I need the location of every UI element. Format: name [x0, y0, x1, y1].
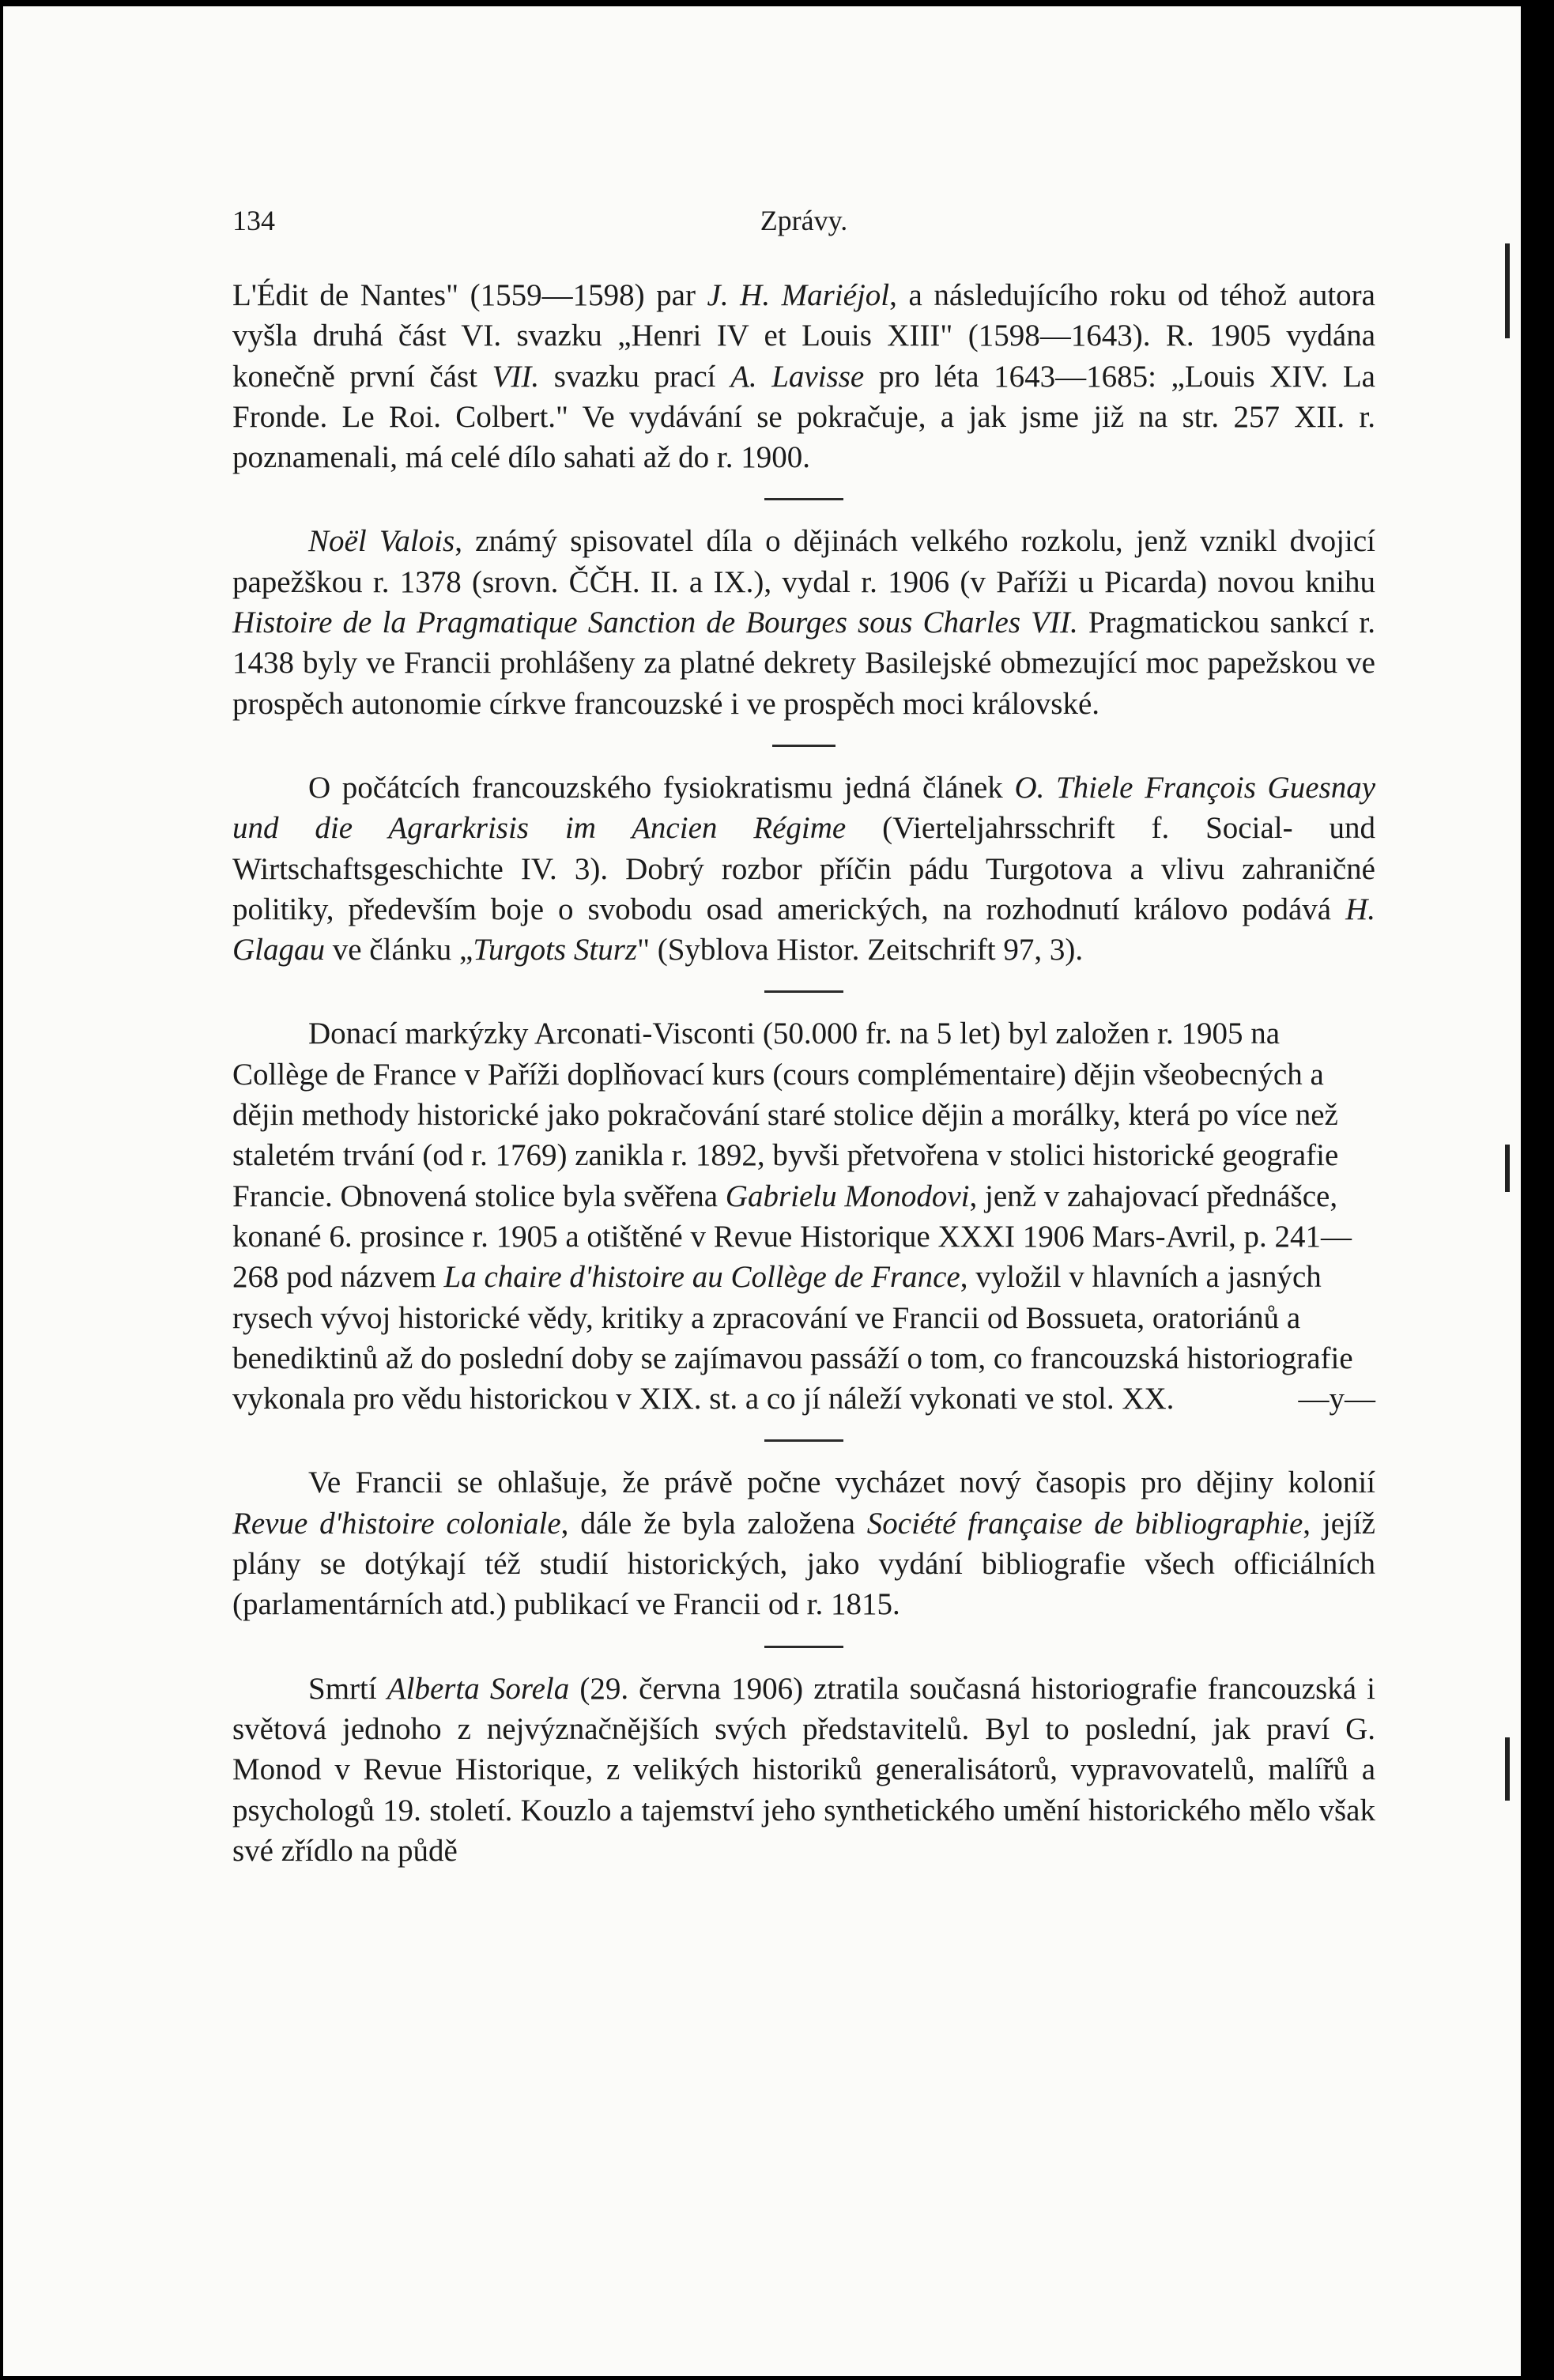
text-run: O počátcích francouzského fysiokratismu jedná článek	[308, 770, 1015, 805]
text-run: , vyložil v hlavních a jasných rysech vývoj historické vědy, kritiky a zpracování ve Francii od Bossueta, oratoriánů a benediktinů až do poslední doby se zajímavou passáží o tom, co francouzská historiografie vykonala pro vědu historickou v XIX. st. a co jí náleží vykonati ve stol. XX.	[232, 1260, 1353, 1416]
section-divider	[764, 1646, 843, 1648]
paragraph	[232, 1462, 1375, 1624]
italic-run: Revue d'histoire coloniale	[232, 1506, 561, 1541]
section-divider	[764, 1439, 843, 1442]
italic-run: Gabrielu Monodovi	[725, 1179, 970, 1213]
text-run: ve článku „	[325, 933, 473, 967]
section-divider	[764, 990, 843, 993]
article-body	[232, 275, 1375, 1871]
scan-edge-mark	[1505, 1737, 1510, 1801]
text-run: svazku prací	[539, 359, 731, 394]
text-run: (29. června 1906) ztratila současná historiografie francouzská i světová jednoho z nejvýznačnějších svých představitelů. Byl to poslední, jak praví G. Monod v Revue Historique, z velikých historiků generalisátorů, vypravovatelů, malířů a psychologů 19. století. Kouzlo a tajemství jeho synthetického umění historického mělo však své zřídlo na půdě	[232, 1671, 1375, 1868]
italic-run: La chaire d'histoire au Collège de France	[443, 1260, 960, 1295]
italic-run: Noël Valois	[308, 524, 455, 559]
scan-edge-mark	[1505, 1145, 1510, 1192]
paragraph	[232, 1013, 1375, 1419]
italic-run: Société française de bibliographie	[866, 1506, 1303, 1541]
running-title: Zprávy.	[760, 205, 848, 236]
text-run: , jenž v zahajovací přednášce, konané 6. prosince r. 1905 a otištěné v Revue Historique XXXI 1906 Mars-Avril, p. 241—268 pod názvem	[232, 1179, 1352, 1295]
italic-run: H. Glagau	[232, 892, 1375, 967]
text-run: (Vierteljahrsschrift f. Social- und Wirtschaftsgeschichte IV. 3). Dobrý rozbor příčin pádu Turgotova a vlivu zahraničné politiky, především boje o svobodu osad amerických, na rozhodnutí královo podává	[232, 811, 1375, 926]
text-run: , dále že byla založena	[560, 1506, 867, 1541]
text-run: " (Syblova Histor. Zeitschrift 97, 3).	[637, 933, 1084, 967]
section-divider	[764, 498, 843, 500]
italic-run: Histoire de la Pragmatique Sanction de Bourges sous Charles VII.	[232, 605, 1078, 640]
paragraph	[232, 521, 1375, 723]
italic-run: J. H. Mariéjol	[707, 278, 890, 312]
author-signature: —y—	[1298, 1382, 1375, 1416]
italic-run: VII.	[492, 359, 540, 394]
page-number: 134	[232, 205, 275, 236]
paragraph	[232, 768, 1375, 970]
text-run: L'Édit de Nantes" (1559—1598) par	[232, 278, 707, 312]
text-run: Donací markýzky Arconati-Visconti (50.000 fr. na 5 let) byl založen r. 1905 na Collège de France v Paříži doplňovací kurs (cours complémentaire) dějin všeobecných a dějin methody historické jako pokračování staré stolice dějin a morálky, která po více než staletém trvání (od r. 1769) zanikla r. 1892, byvši přetvořena v stolici historické geografie Francie. Obnovená stolice byla svěřena	[232, 1016, 1339, 1213]
text-run: Ve Francii se ohlašuje, že právě počne vycházet nový časopis pro dějiny kolonií	[308, 1465, 1375, 1500]
text-run: , jejíž plány se dotýkají též studií historických, jako vydání bibliografie všech officiálních (parlamentárních atd.) publikací ve Francii od r. 1815.	[232, 1506, 1375, 1622]
section-divider	[772, 745, 835, 747]
italic-run: O. Thiele François Guesnay und die Agrarkrisis im Ancien Régime	[232, 770, 1375, 846]
scan-edge-mark	[1505, 243, 1510, 338]
paragraph	[232, 1669, 1375, 1871]
italic-run: A. Lavisse	[730, 359, 865, 394]
page	[3, 6, 1521, 2376]
italic-run: Alberta Sorela	[387, 1671, 570, 1706]
text-run: pro léta 1643—1685: „Louis XIV. La Fronde. Le Roi. Colbert." Ve vydávání se pokračuje, a jak jsme již na str. 257 XII. r. poznamenali, má celé dílo sahati až do r. 1900.	[232, 359, 1375, 475]
paragraph	[232, 275, 1375, 477]
text-run: Smrtí	[308, 1671, 387, 1706]
text-run: , známý spisovatel díla o dějinách velkého rozkolu, jenž vznikl dvojicí papežškou r. 1378 (srovn. ČČH. II. a IX.), vydal r. 1906 (v Paříži u Picarda) novou knihu	[232, 524, 1375, 599]
text-run: Pragmatickou sankcí r. 1438 byly ve Francii prohlášeny za platné dekrety Basilejské obmezující moc papežskou ve prospěch autonomie církve francouzské i ve prospěch moci královské.	[232, 605, 1375, 721]
italic-run: Turgots Sturz	[473, 933, 638, 967]
page-header	[232, 204, 1375, 251]
text-run: , a následujícího roku od téhož autora vyšla druhá část VI. svazku „Henri IV et Louis XIII" (1598—1643). R. 1905 vydána konečně první část	[232, 278, 1375, 394]
